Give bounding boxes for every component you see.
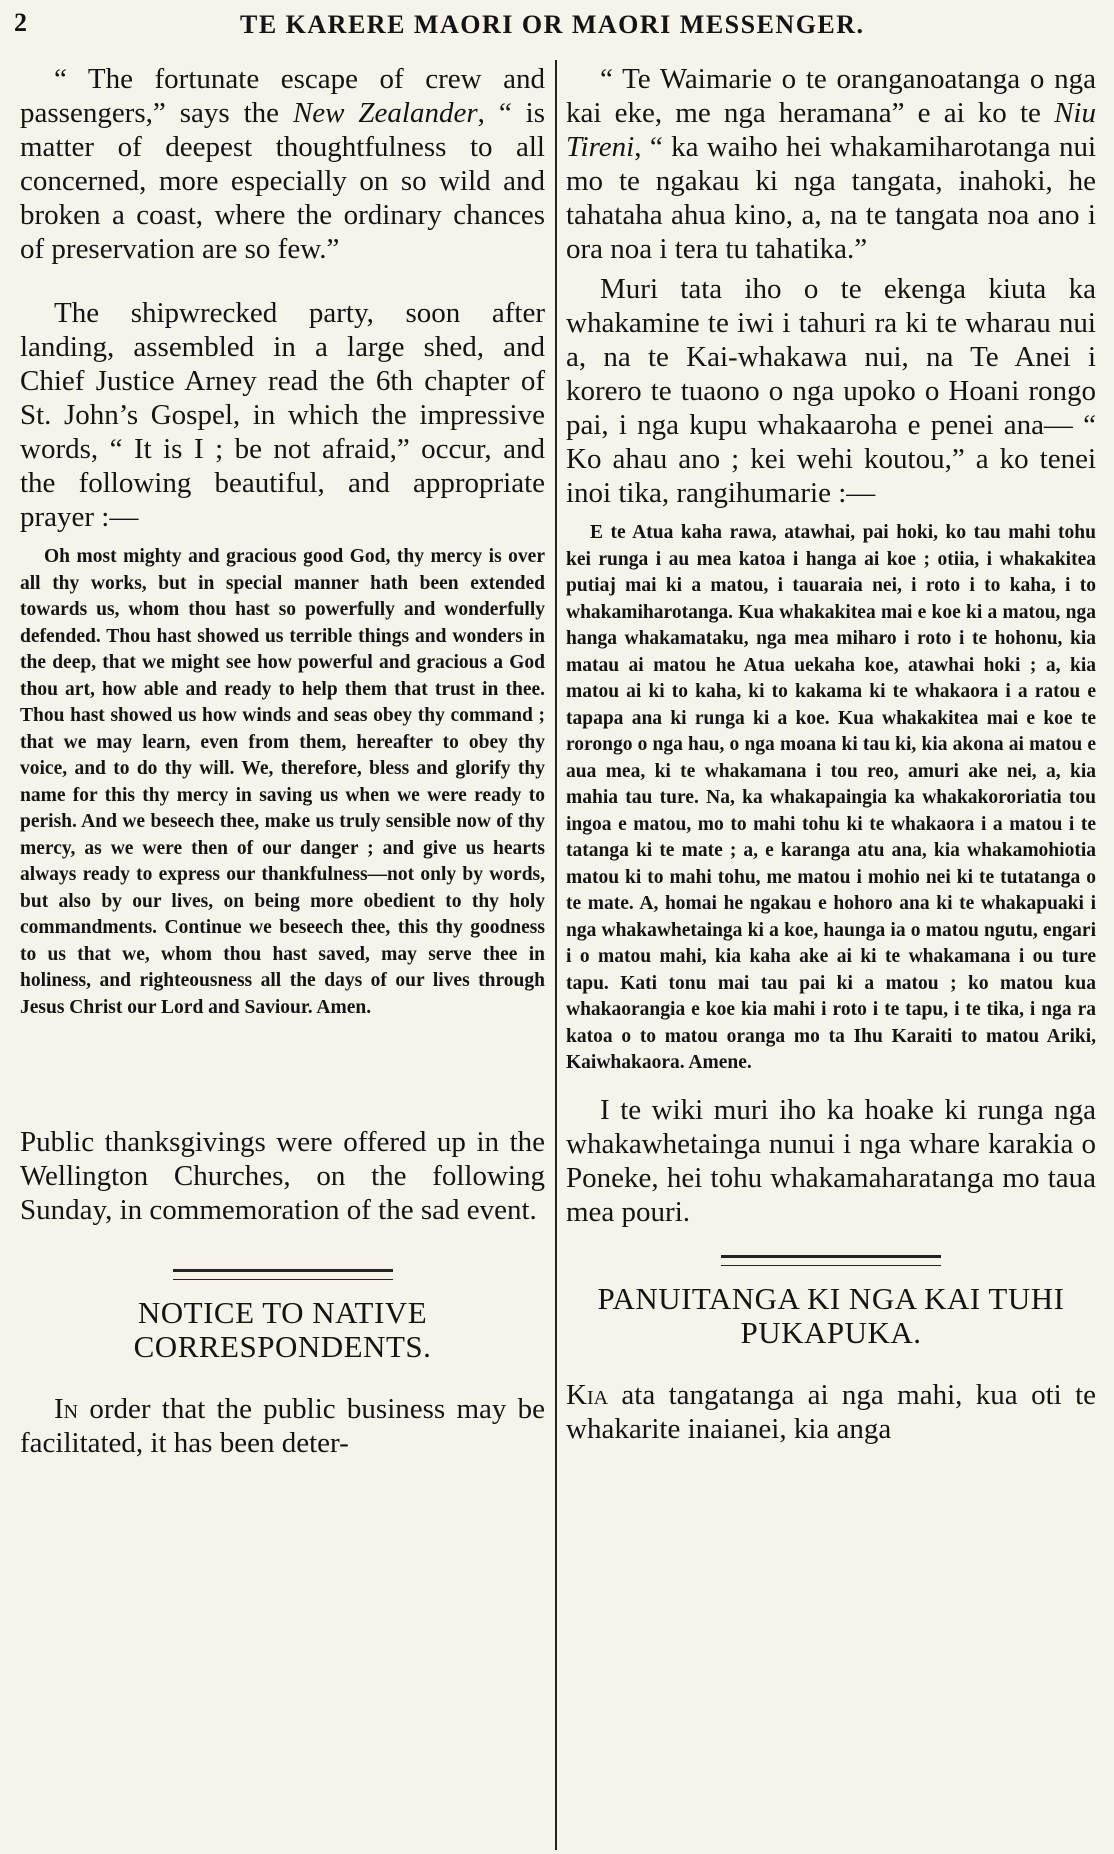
heading-rule <box>173 1269 393 1280</box>
page-number: 2 <box>14 8 27 37</box>
notice-paragraph: In order that the public business may be facilitated, it has been deter- <box>20 1393 545 1459</box>
shipwreck-paragraph-maori: Muri tata iho o te ekenga kiuta ka whakamine te iwi i tahuri ra ki te wharau nui a, na te Kai-whakawa nui, na Te Anei i korero te tuaono o nga upoko o Hoani rongo pai, i nga kupu whakaaroha e penei ana— “ Ko ahau ano ; kei wehi koutou,” a ko tenei inoi tika, rangihumarie :— <box>566 273 1096 509</box>
thanksgiving-paragraph: Public thanksgivings were offered up in the Wellington Churches, on the following Sunday, in commemoration of the sad event. <box>20 1126 545 1226</box>
prayer-text: Oh most mighty and gracious good God, thy mercy is over all thy works, but in special manner hath been extended towards us, whom thou hast so powerfully and wonderfully defended. Thou hast showed us terrible things and wonders in the deep, that we might see how powerful and gracious a God thou art, how able and ready to help them that trust in thee. Thou hast showed us how winds and seas obey thy command ; that we may learn, even from them, hereafter to obey thy voice, and to do thy will. We, therefore, bless and glorify thy name for this thy mercy in saving us when we were ready to perish. And we beseech thee, make us truly sensible now of thy mercy, as we were then of our danger ; and give us hearts always ready to express our thankfulness—not only by words, but also by our lives, on being more obedient to thy holy commandments. Continue we beseech thee, this thy goodness to us that we, whom thou hast saved, may serve thee in holiness, and righteousness all the days of our lives through Jesus Christ our Lord and Saviour. Amen. <box>20 546 545 1018</box>
quote-paragraph-maori: “ Te Waimarie o te oranganoatanga o nga kai eke, me nga heramana” e ai ko te Niu Tireni, “ ka waiho hei whakamiharotanga nui mo te ngakau ki nga tangata, inahoki, he tahataha ahua kino, a, na te tangata noa ano i ora noa i tera tu tahatika.” <box>566 63 1096 265</box>
maori-column <box>566 62 1096 1446</box>
notice-section <box>20 1269 545 1460</box>
heading-rule-maori <box>721 1255 941 1266</box>
masthead-title: TE KARERE MAORI OR MAORI MESSENGER. <box>240 10 865 39</box>
newspaper-name-maori: Niu Tireni <box>566 97 1096 163</box>
notice-section-maori <box>566 1255 1096 1446</box>
english-column <box>20 62 545 1460</box>
newspaper-name: New Zealander <box>292 97 478 129</box>
notice-heading-maori: PANUITANGA KI NGA KAI TUHI PUKAPUKA. <box>597 1280 1065 1350</box>
thanksgiving-paragraph-maori: I te wiki muri iho ka hoake ki runga nga whakawhetainga nunui i nga whare karakia o Poneke, hei tohu whakamaharatanga mo taua mea pouri. <box>566 1093 1096 1228</box>
quote-paragraph: “ The fortunate escape of crew and passengers,” says the New Zealander, “ is matter of deepest thoughtfulness to all concerned, more especially on so wild and broken a coast, where the ordinary chances of preservation are so few.” <box>20 63 545 265</box>
notice-heading: NOTICE TO NATIVE CORRESPONDENTS. <box>133 1295 432 1364</box>
column-divider <box>555 60 557 1850</box>
shipwreck-paragraph: The shipwrecked party, soon after landing, assembled in a large shed, and Chief Justice Arney read the 6th chapter of St. John’s Gospel, in which the impressive words, “ It is I ; be not afraid,” occur, and the following beautiful, and appropriate prayer :— <box>20 297 545 533</box>
notice-paragraph-maori: Kia ata tangatanga ai nga mahi, kua oti te whakarite inaianei, kia anga <box>566 1378 1096 1445</box>
prayer-text-maori: E te Atua kaha rawa, atawhai, pai hoki, ko tau mahi tohu kei runga i au mea katoa i hanga ai koe ; otiia, i whakakitea putiaj mai ki a matou, i tauaraia nei, i roto i to kaha, i to whakamiharotanga. Kua whakakitea mai e koe ki a matou, nga hanga whakamataku, nga mea miharo i roto i te hohonu, kia matau ai matou he Atua uekaha koe, atawhai hoki ; a, kia matou ai ki to kaha, ki to kakama ki te whakaora i a ratou e tapapa ana ki runga ki a koe. Kua whakakitea mai e koe te rorongo o nga hau, o nga moana ki tau ki, kia akona ai matou e aua mea, ki te whakamana i tou reo, amuri ake nei, a, kia mahia tau ture. Na, ka whakapaingia ka whakakororiatia tou ingoa e matou, mo to mahi tohu ki te whakaora i a matou i te tatanga ki te mate ; a, e karanga atu ana, kia whakamohiotia matou ki to mahi tohu, me matou i mohio nei ki te tutatanga o te mate. A, homai he ngakau e hohoro ana ki te whakapuaki i nga whakawhetainga ki a koe, haunga ia o matou ngutu, engari i o matou mahi, kia kaha ake ai ki te whakamana i ou ture tapu. Kati tonu mai tau pai ki a matou ; ko matou kua whakaorangia e koe kia mahi i roto i te tapu, i te tika, i nga ra katoa o to matou oranga mo ta Ihu Karaiti to matou Ariki, Kaiwhakaora. Amene. <box>566 522 1096 1073</box>
page-header <box>0 6 1114 50</box>
